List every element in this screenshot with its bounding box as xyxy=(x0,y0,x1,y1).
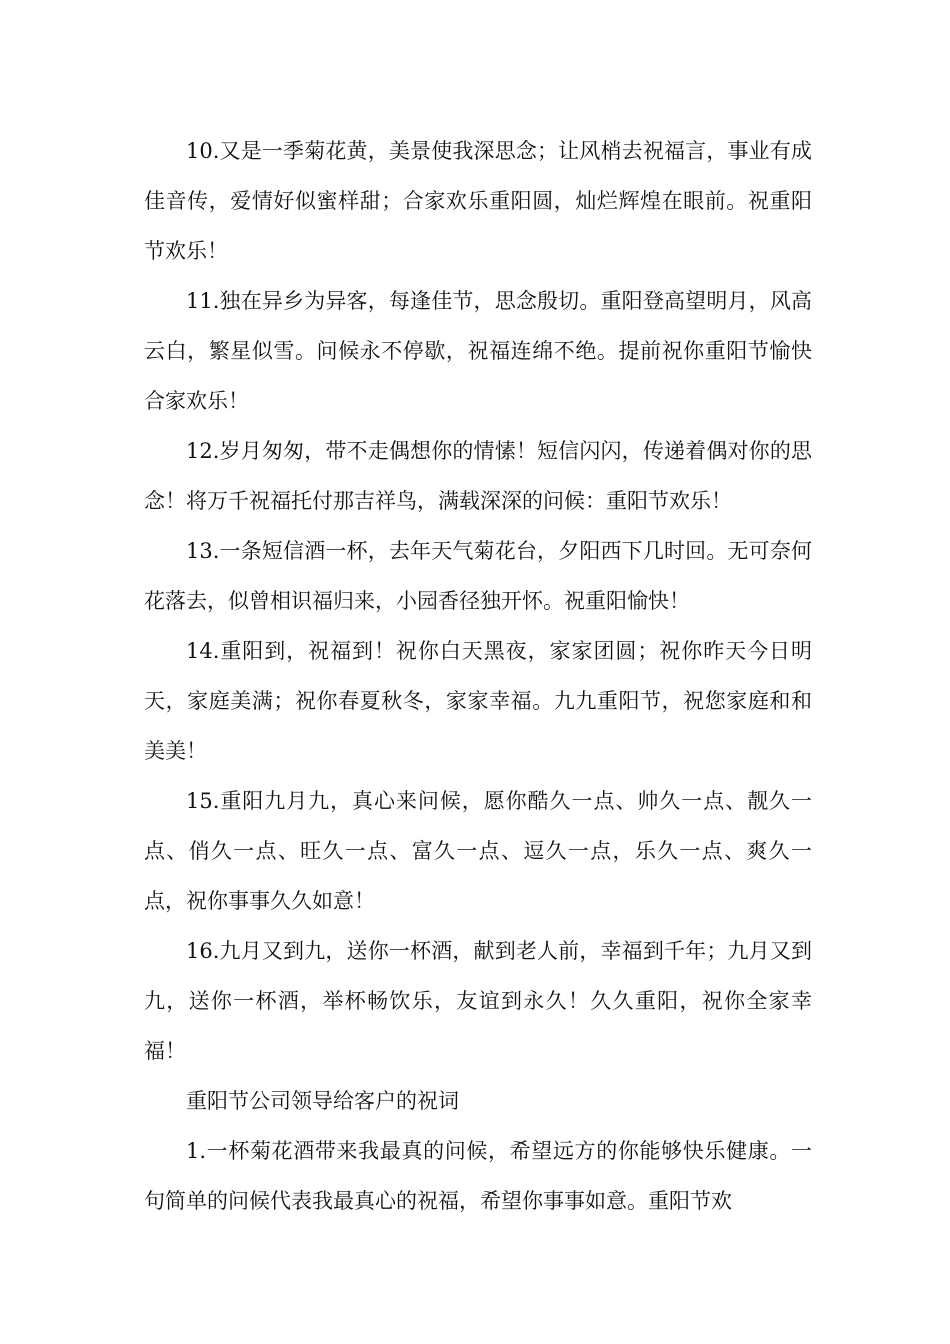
paragraph-16: 16.九月又到九，送你一杯酒，献到老人前，幸福到千年；九月又到九，送你一杯酒，举杯畅饮乐，友谊到永久！久久重阳，祝你全家幸福！ xyxy=(144,939,812,1063)
section-heading: 重阳节公司领导给客户的祝词 xyxy=(186,1089,459,1113)
paragraph-10: 10.又是一季菊花黄，美景使我深思念；让风梢去祝福言，事业有成佳音传，爱情好似蜜样甜；合家欢乐重阳圆，灿烂辉煌在眼前。祝重阳节欢乐！ xyxy=(144,139,812,263)
paragraph-13: 13.一条短信酒一杯，去年天气菊花台，夕阳西下几时回。无可奈何花落去，似曾相识福归来，小园香径独开怀。祝重阳愉快！ xyxy=(144,539,812,613)
document-body xyxy=(144,126,812,1226)
paragraph-11: 11.独在异乡为异客，每逢佳节，思念殷切。重阳登高望明月，风高云白，繁星似雪。问候永不停歇，祝福连绵不绝。提前祝你重阳节愉快合家欢乐！ xyxy=(144,289,812,413)
paragraph-14: 14.重阳到，祝福到！祝你白天黑夜，家家团圆；祝你昨天今日明天，家庭美满；祝你春夏秋冬，家家幸福。九九重阳节，祝您家庭和和美美！ xyxy=(144,639,812,763)
paragraph-15: 15.重阳九月九，真心来问候，愿你酷久一点、帅久一点、靓久一点、俏久一点、旺久一点、富久一点、逗久一点，乐久一点、爽久一点，祝你事事久久如意！ xyxy=(144,789,812,913)
paragraph-12: 12.岁月匆匆，带不走偶想你的情愫！短信闪闪，传递着偶对你的思念！将万千祝福托付那吉祥鸟，满载深深的问候：重阳节欢乐！ xyxy=(144,439,812,513)
paragraph-1: 1.一杯菊花酒带来我最真的问候，希望远方的你能够快乐健康。一句简单的问候代表我最真心的祝福，希望你事事如意。重阳节欢 xyxy=(144,1139,812,1213)
